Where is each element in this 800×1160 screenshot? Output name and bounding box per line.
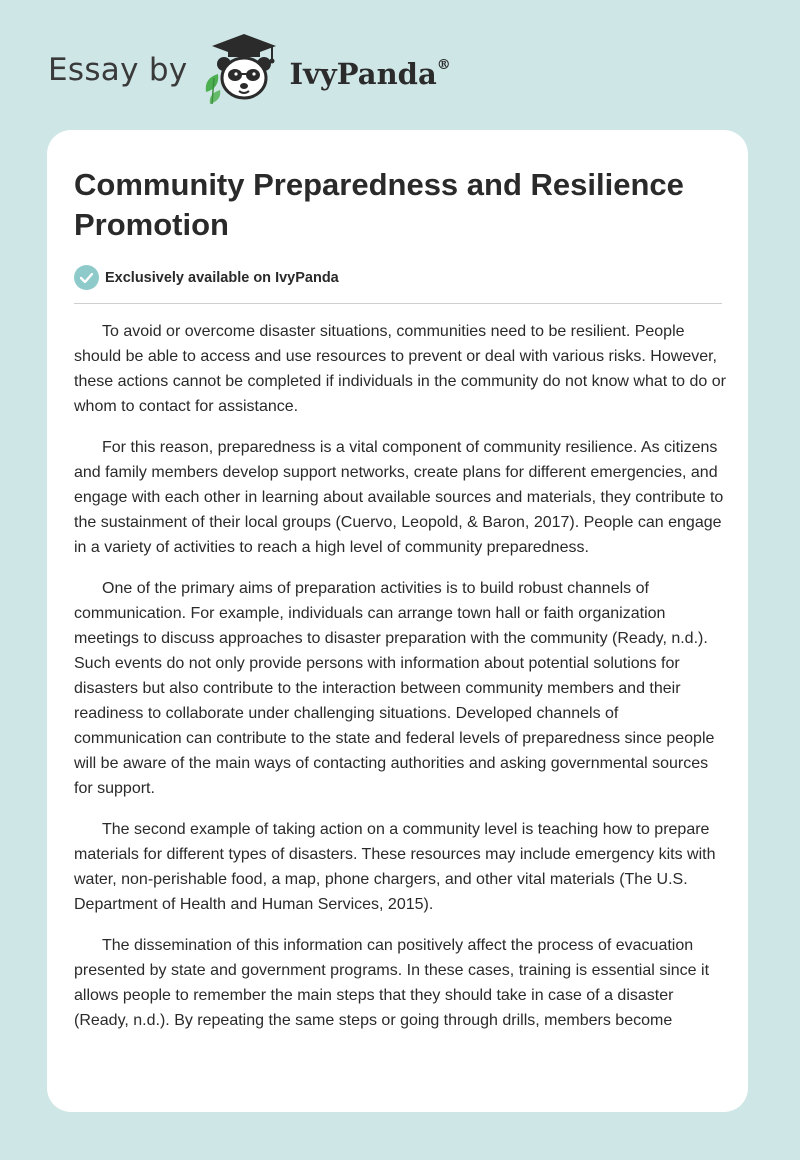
paragraph: One of the primary aims of preparation activities is to build robust channels of communication. For example, individuals can arrange town hall or faith organization meetings to discuss approaches to disaster preparation with the community (Ready, n.d.). Such events do not only provide persons with information about potential solutions for disasters but also contribute to the interaction between community members and their readiness to collaborate under challenging situations. Developed channels of communication can contribute to the state and federal levels of preparedness since people will be aware of the main ways of contacting authorities and asking governmental sources for support. [74, 580, 715, 797]
paragraph: To avoid or overcome disaster situations, communities need to be resilient. People should be able to access and use resources to prevent or deal with various risks. However, these actions cannot be completed if individuals in the community do not know what to do or whom to contact for assistance. [74, 323, 726, 415]
paragraph: The second example of taking action on a community level is teaching how to prepare materials for different types of disasters. These resources may include emergency kits with water, non-perishable food, a map, phone chargers, and other vital materials (The U.S. Department of Health and Human Services, 2015). [74, 821, 716, 913]
page-title: Community Preparedness and Resilience Promotion [74, 167, 684, 242]
divider [74, 303, 722, 304]
article-body [74, 319, 729, 1049]
exclusive-label: Exclusively available on IvyPanda [105, 269, 339, 286]
check-icon [74, 265, 99, 290]
essay-by-label: Essay by [48, 52, 188, 88]
panda-logo-icon[interactable] [202, 30, 286, 111]
brand-name[interactable]: IvyPanda® [289, 57, 451, 91]
exclusive-badge [74, 265, 339, 290]
article-card [47, 130, 748, 1112]
site-header [48, 30, 451, 110]
registered-mark: ® [436, 57, 451, 74]
paragraph: For this reason, preparedness is a vital component of community resilience. As citizens and family members develop support networks, create plans for different emergencies, and engage with each other in learning about available sources and materials, they contribute to the sustainment of their local groups (Cuervo, Leopold, & Baron, 2017). People can engage in a variety of activities to reach a high level of community preparedness. [74, 439, 724, 556]
paragraph: The dissemination of this information can positively affect the process of evacuation presented by state and government programs. In these cases, training is essential since it allows people to remember the main steps that they should take in case of a disaster (Ready, n.d.). By repeating the same steps or going through drills, members become [74, 937, 710, 1029]
